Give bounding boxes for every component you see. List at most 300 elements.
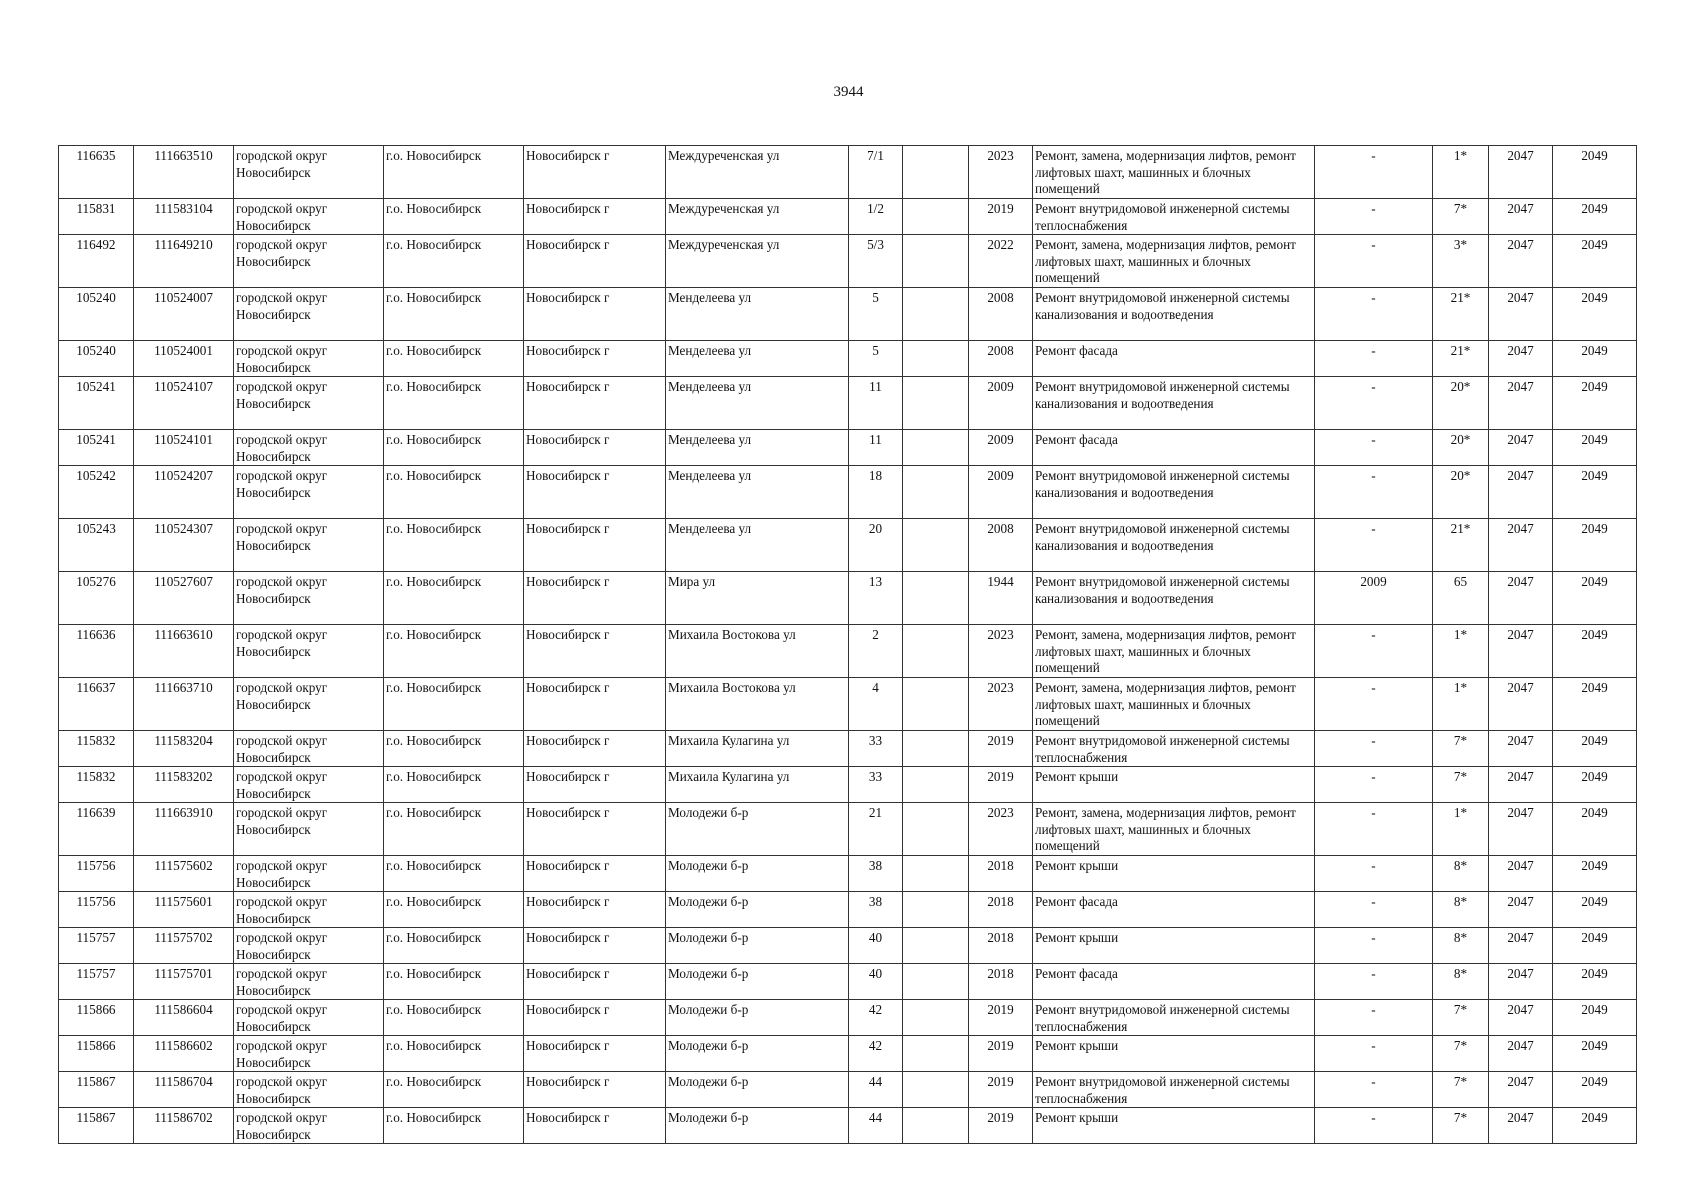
row-code: 111575601: [134, 892, 234, 928]
row-work: Ремонт внутридомовой инженерной системы канализования и водоотведения: [1033, 377, 1315, 430]
row-last-repair: -: [1315, 341, 1433, 377]
row-id: 105276: [59, 572, 134, 625]
row-plan-from: 2047: [1489, 928, 1553, 964]
row-extra: [903, 377, 969, 430]
row-street: Молодежи б-р: [666, 1000, 849, 1036]
row-plan-from: 2047: [1489, 856, 1553, 892]
row-code: 111663710: [134, 678, 234, 731]
row-age: 3*: [1433, 235, 1489, 288]
row-id: 115867: [59, 1072, 134, 1108]
row-code: 111649210: [134, 235, 234, 288]
row-code: 110524107: [134, 377, 234, 430]
row-extra: [903, 625, 969, 678]
row-work: Ремонт внутридомовой инженерной системы теплоснабжения: [1033, 1000, 1315, 1036]
row-street: Молодежи б-р: [666, 892, 849, 928]
row-street: Менделеева ул: [666, 341, 849, 377]
row-street: Менделеева ул: [666, 288, 849, 341]
row-last-repair: -: [1315, 731, 1433, 767]
row-extra: [903, 928, 969, 964]
row-code: 111586604: [134, 1000, 234, 1036]
row-last-repair: -: [1315, 146, 1433, 199]
row-code: 110524007: [134, 288, 234, 341]
row-year-built: 2019: [969, 199, 1033, 235]
row-last-repair: -: [1315, 803, 1433, 856]
row-age: 20*: [1433, 466, 1489, 519]
row-code: 111586602: [134, 1036, 234, 1072]
row-last-repair: -: [1315, 1036, 1433, 1072]
row-work: Ремонт крыши: [1033, 767, 1315, 803]
row-house: 13: [849, 572, 903, 625]
row-plan-to: 2049: [1553, 466, 1637, 519]
row-city: Новосибирск г: [524, 625, 666, 678]
row-city: Новосибирск г: [524, 288, 666, 341]
row-municipality: городской округ Новосибирск: [234, 235, 384, 288]
table-row: [59, 572, 1637, 625]
row-house: 42: [849, 1000, 903, 1036]
row-work: Ремонт, замена, модернизация лифтов, ремонт лифтовых шахт, машинных и блочных помещений: [1033, 235, 1315, 288]
row-house: 20: [849, 519, 903, 572]
row-plan-from: 2047: [1489, 964, 1553, 1000]
row-plan-from: 2047: [1489, 803, 1553, 856]
row-extra: [903, 856, 969, 892]
row-plan-to: 2049: [1553, 1072, 1637, 1108]
row-code: 110524101: [134, 430, 234, 466]
row-city: Новосибирск г: [524, 519, 666, 572]
row-street: Михаила Востокова ул: [666, 678, 849, 731]
table-row: [59, 199, 1637, 235]
row-plan-from: 2047: [1489, 519, 1553, 572]
row-id: 115756: [59, 892, 134, 928]
row-plan-from: 2047: [1489, 288, 1553, 341]
row-extra: [903, 678, 969, 731]
row-work: Ремонт фасада: [1033, 964, 1315, 1000]
row-work: Ремонт внутридомовой инженерной системы канализования и водоотведения: [1033, 466, 1315, 519]
row-year-built: 2018: [969, 856, 1033, 892]
row-district: г.о. Новосибирск: [384, 856, 524, 892]
row-street: Молодежи б-р: [666, 964, 849, 1000]
row-work: Ремонт крыши: [1033, 1036, 1315, 1072]
row-age: 7*: [1433, 1072, 1489, 1108]
row-district: г.о. Новосибирск: [384, 767, 524, 803]
table-row: [59, 430, 1637, 466]
row-work: Ремонт внутридомовой инженерной системы теплоснабжения: [1033, 1072, 1315, 1108]
row-plan-to: 2049: [1553, 1036, 1637, 1072]
table-row: [59, 928, 1637, 964]
table-row: [59, 1000, 1637, 1036]
row-street: Молодежи б-р: [666, 928, 849, 964]
row-city: Новосибирск г: [524, 928, 666, 964]
table-row: [59, 1108, 1637, 1144]
row-year-built: 2019: [969, 1108, 1033, 1144]
row-year-built: 2022: [969, 235, 1033, 288]
row-plan-to: 2049: [1553, 625, 1637, 678]
row-last-repair: -: [1315, 856, 1433, 892]
row-work: Ремонт крыши: [1033, 1108, 1315, 1144]
row-extra: [903, 767, 969, 803]
row-id: 115832: [59, 767, 134, 803]
row-id: 115866: [59, 1036, 134, 1072]
row-municipality: городской округ Новосибирск: [234, 430, 384, 466]
row-street: Молодежи б-р: [666, 1036, 849, 1072]
row-age: 8*: [1433, 964, 1489, 1000]
row-plan-from: 2047: [1489, 572, 1553, 625]
row-district: г.о. Новосибирск: [384, 803, 524, 856]
row-year-built: 2023: [969, 146, 1033, 199]
row-code: 111583104: [134, 199, 234, 235]
table-row: [59, 731, 1637, 767]
row-district: г.о. Новосибирск: [384, 146, 524, 199]
row-work: Ремонт, замена, модернизация лифтов, ремонт лифтовых шахт, машинных и блочных помещений: [1033, 146, 1315, 199]
row-house: 1/2: [849, 199, 903, 235]
row-municipality: городской округ Новосибирск: [234, 892, 384, 928]
row-extra: [903, 341, 969, 377]
table-row: [59, 1072, 1637, 1108]
row-district: г.о. Новосибирск: [384, 235, 524, 288]
row-work: Ремонт внутридомовой инженерной системы теплоснабжения: [1033, 731, 1315, 767]
row-work: Ремонт крыши: [1033, 928, 1315, 964]
row-street: Михаила Кулагина ул: [666, 731, 849, 767]
row-work: Ремонт фасада: [1033, 430, 1315, 466]
row-street: Михаила Кулагина ул: [666, 767, 849, 803]
row-code: 110524001: [134, 341, 234, 377]
table-row: [59, 678, 1637, 731]
row-age: 7*: [1433, 731, 1489, 767]
row-id: 105241: [59, 377, 134, 430]
row-code: 111583204: [134, 731, 234, 767]
row-municipality: городской округ Новосибирск: [234, 288, 384, 341]
table-row: [59, 767, 1637, 803]
row-year-built: 2019: [969, 1036, 1033, 1072]
row-plan-from: 2047: [1489, 678, 1553, 731]
row-municipality: городской округ Новосибирск: [234, 1000, 384, 1036]
row-id: 115756: [59, 856, 134, 892]
row-street: Молодежи б-р: [666, 856, 849, 892]
row-district: г.о. Новосибирск: [384, 377, 524, 430]
row-work: Ремонт, замена, модернизация лифтов, ремонт лифтовых шахт, машинных и блочных помещений: [1033, 803, 1315, 856]
row-district: г.о. Новосибирск: [384, 1108, 524, 1144]
table-row: [59, 892, 1637, 928]
row-city: Новосибирск г: [524, 803, 666, 856]
table-body: [59, 146, 1637, 1144]
row-year-built: 2023: [969, 678, 1033, 731]
row-age: 7*: [1433, 1108, 1489, 1144]
row-city: Новосибирск г: [524, 964, 666, 1000]
row-district: г.о. Новосибирск: [384, 572, 524, 625]
row-municipality: городской округ Новосибирск: [234, 341, 384, 377]
row-id: 115832: [59, 731, 134, 767]
row-year-built: 2023: [969, 803, 1033, 856]
row-id: 105240: [59, 288, 134, 341]
row-work: Ремонт внутридомовой инженерной системы канализования и водоотведения: [1033, 572, 1315, 625]
row-house: 44: [849, 1108, 903, 1144]
row-street: Междуреченская ул: [666, 199, 849, 235]
row-work: Ремонт внутридомовой инженерной системы канализования и водоотведения: [1033, 288, 1315, 341]
row-plan-to: 2049: [1553, 235, 1637, 288]
row-city: Новосибирск г: [524, 146, 666, 199]
row-code: 111663510: [134, 146, 234, 199]
row-plan-to: 2049: [1553, 856, 1637, 892]
row-plan-from: 2047: [1489, 466, 1553, 519]
row-work: Ремонт, замена, модернизация лифтов, ремонт лифтовых шахт, машинных и блочных помещений: [1033, 678, 1315, 731]
row-work: Ремонт, замена, модернизация лифтов, ремонт лифтовых шахт, машинных и блочных помещений: [1033, 625, 1315, 678]
row-last-repair: -: [1315, 928, 1433, 964]
row-last-repair: -: [1315, 199, 1433, 235]
row-year-built: 2018: [969, 928, 1033, 964]
row-year-built: 2008: [969, 341, 1033, 377]
row-code: 110524307: [134, 519, 234, 572]
row-house: 40: [849, 964, 903, 1000]
row-last-repair: -: [1315, 377, 1433, 430]
row-district: г.о. Новосибирск: [384, 1072, 524, 1108]
row-city: Новосибирск г: [524, 892, 666, 928]
row-work: Ремонт внутридомовой инженерной системы канализования и водоотведения: [1033, 519, 1315, 572]
row-district: г.о. Новосибирск: [384, 430, 524, 466]
row-house: 40: [849, 928, 903, 964]
row-extra: [903, 199, 969, 235]
row-street: Междуреченская ул: [666, 146, 849, 199]
row-plan-to: 2049: [1553, 341, 1637, 377]
row-last-repair: -: [1315, 519, 1433, 572]
row-city: Новосибирск г: [524, 767, 666, 803]
row-extra: [903, 731, 969, 767]
row-code: 111663910: [134, 803, 234, 856]
row-extra: [903, 572, 969, 625]
row-id: 105241: [59, 430, 134, 466]
row-extra: [903, 519, 969, 572]
row-municipality: городской округ Новосибирск: [234, 731, 384, 767]
row-year-built: 2008: [969, 288, 1033, 341]
row-plan-from: 2047: [1489, 430, 1553, 466]
row-house: 7/1: [849, 146, 903, 199]
table-row: [59, 1036, 1637, 1072]
row-district: г.о. Новосибирск: [384, 928, 524, 964]
row-house: 5: [849, 288, 903, 341]
row-year-built: 2009: [969, 466, 1033, 519]
row-id: 105240: [59, 341, 134, 377]
row-district: г.о. Новосибирск: [384, 625, 524, 678]
row-age: 7*: [1433, 767, 1489, 803]
table-row: [59, 341, 1637, 377]
row-last-repair: 2009: [1315, 572, 1433, 625]
row-municipality: городской округ Новосибирск: [234, 856, 384, 892]
row-id: 105243: [59, 519, 134, 572]
row-municipality: городской округ Новосибирск: [234, 1108, 384, 1144]
row-plan-to: 2049: [1553, 1108, 1637, 1144]
row-plan-to: 2049: [1553, 767, 1637, 803]
row-year-built: 2008: [969, 519, 1033, 572]
row-street: Мира ул: [666, 572, 849, 625]
row-house: 5: [849, 341, 903, 377]
row-extra: [903, 1036, 969, 1072]
row-city: Новосибирск г: [524, 377, 666, 430]
row-street: Молодежи б-р: [666, 1108, 849, 1144]
row-code: 110524207: [134, 466, 234, 519]
row-district: г.о. Новосибирск: [384, 964, 524, 1000]
row-age: 7*: [1433, 1036, 1489, 1072]
row-year-built: 2019: [969, 1000, 1033, 1036]
table-row: [59, 288, 1637, 341]
row-street: Менделеева ул: [666, 430, 849, 466]
row-plan-from: 2047: [1489, 1072, 1553, 1108]
table-row: [59, 235, 1637, 288]
row-last-repair: -: [1315, 678, 1433, 731]
row-id: 115757: [59, 964, 134, 1000]
row-city: Новосибирск г: [524, 199, 666, 235]
row-age: 1*: [1433, 678, 1489, 731]
registry-table: [58, 145, 1637, 1144]
row-municipality: городской округ Новосибирск: [234, 803, 384, 856]
row-year-built: 2019: [969, 767, 1033, 803]
row-street: Менделеева ул: [666, 377, 849, 430]
row-extra: [903, 1000, 969, 1036]
row-municipality: городской округ Новосибирск: [234, 928, 384, 964]
row-work: Ремонт крыши: [1033, 856, 1315, 892]
row-district: г.о. Новосибирск: [384, 678, 524, 731]
row-street: Молодежи б-р: [666, 803, 849, 856]
table-row: [59, 856, 1637, 892]
row-last-repair: -: [1315, 625, 1433, 678]
row-district: г.о. Новосибирск: [384, 731, 524, 767]
row-district: г.о. Новосибирск: [384, 519, 524, 572]
row-plan-to: 2049: [1553, 731, 1637, 767]
row-city: Новосибирск г: [524, 678, 666, 731]
row-extra: [903, 466, 969, 519]
row-last-repair: -: [1315, 430, 1433, 466]
row-house: 44: [849, 1072, 903, 1108]
row-street: Междуреченская ул: [666, 235, 849, 288]
row-last-repair: -: [1315, 1000, 1433, 1036]
row-extra: [903, 146, 969, 199]
row-id: 116637: [59, 678, 134, 731]
row-extra: [903, 1108, 969, 1144]
row-house: 2: [849, 625, 903, 678]
row-district: г.о. Новосибирск: [384, 1000, 524, 1036]
row-year-built: 2019: [969, 731, 1033, 767]
row-house: 42: [849, 1036, 903, 1072]
row-street: Михаила Востокова ул: [666, 625, 849, 678]
page-number: 3944: [833, 84, 864, 100]
row-city: Новосибирск г: [524, 466, 666, 519]
row-city: Новосибирск г: [524, 572, 666, 625]
row-extra: [903, 430, 969, 466]
row-year-built: 2009: [969, 430, 1033, 466]
row-plan-to: 2049: [1553, 146, 1637, 199]
row-year-built: 1944: [969, 572, 1033, 625]
row-last-repair: -: [1315, 466, 1433, 519]
row-city: Новосибирск г: [524, 430, 666, 466]
row-plan-from: 2047: [1489, 731, 1553, 767]
row-id: 115866: [59, 1000, 134, 1036]
row-age: 8*: [1433, 892, 1489, 928]
row-age: 1*: [1433, 803, 1489, 856]
row-street: Менделеева ул: [666, 466, 849, 519]
row-municipality: городской округ Новосибирск: [234, 1072, 384, 1108]
row-last-repair: -: [1315, 288, 1433, 341]
row-city: Новосибирск г: [524, 235, 666, 288]
row-municipality: городской округ Новосибирск: [234, 572, 384, 625]
row-plan-from: 2047: [1489, 199, 1553, 235]
row-extra: [903, 964, 969, 1000]
row-plan-to: 2049: [1553, 572, 1637, 625]
row-street: Молодежи б-р: [666, 1072, 849, 1108]
row-district: г.о. Новосибирск: [384, 466, 524, 519]
row-id: 116639: [59, 803, 134, 856]
row-house: 11: [849, 377, 903, 430]
table-row: [59, 803, 1637, 856]
row-id: 115831: [59, 199, 134, 235]
row-id: 115867: [59, 1108, 134, 1144]
row-extra: [903, 892, 969, 928]
row-street: Менделеева ул: [666, 519, 849, 572]
row-age: 7*: [1433, 199, 1489, 235]
row-age: 65: [1433, 572, 1489, 625]
table-row: [59, 146, 1637, 199]
row-plan-from: 2047: [1489, 625, 1553, 678]
row-extra: [903, 1072, 969, 1108]
row-last-repair: -: [1315, 964, 1433, 1000]
row-age: 20*: [1433, 430, 1489, 466]
table-row: [59, 377, 1637, 430]
row-plan-to: 2049: [1553, 377, 1637, 430]
row-work: Ремонт фасада: [1033, 892, 1315, 928]
row-code: 111575602: [134, 856, 234, 892]
row-plan-from: 2047: [1489, 1108, 1553, 1144]
row-municipality: городской округ Новосибирск: [234, 678, 384, 731]
row-age: 21*: [1433, 341, 1489, 377]
row-id: 116635: [59, 146, 134, 199]
row-plan-to: 2049: [1553, 803, 1637, 856]
row-city: Новосибирск г: [524, 1000, 666, 1036]
row-city: Новосибирск г: [524, 731, 666, 767]
row-house: 11: [849, 430, 903, 466]
row-plan-to: 2049: [1553, 1000, 1637, 1036]
row-house: 38: [849, 856, 903, 892]
table-row: [59, 964, 1637, 1000]
table-row: [59, 466, 1637, 519]
row-house: 38: [849, 892, 903, 928]
row-code: 111663610: [134, 625, 234, 678]
row-plan-from: 2047: [1489, 146, 1553, 199]
row-id: 105242: [59, 466, 134, 519]
row-age: 20*: [1433, 377, 1489, 430]
row-year-built: 2018: [969, 892, 1033, 928]
row-plan-to: 2049: [1553, 678, 1637, 731]
row-age: 8*: [1433, 856, 1489, 892]
row-plan-from: 2047: [1489, 767, 1553, 803]
row-district: г.о. Новосибирск: [384, 1036, 524, 1072]
row-municipality: городской округ Новосибирск: [234, 964, 384, 1000]
row-municipality: городской округ Новосибирск: [234, 1036, 384, 1072]
row-municipality: городской округ Новосибирск: [234, 625, 384, 678]
row-house: 33: [849, 731, 903, 767]
table-row: [59, 625, 1637, 678]
row-last-repair: -: [1315, 1072, 1433, 1108]
row-house: 5/3: [849, 235, 903, 288]
row-district: г.о. Новосибирск: [384, 199, 524, 235]
row-code: 111586704: [134, 1072, 234, 1108]
row-plan-to: 2049: [1553, 892, 1637, 928]
row-district: г.о. Новосибирск: [384, 892, 524, 928]
row-municipality: городской округ Новосибирск: [234, 466, 384, 519]
row-municipality: городской округ Новосибирск: [234, 199, 384, 235]
row-plan-to: 2049: [1553, 928, 1637, 964]
row-code: 110527607: [134, 572, 234, 625]
row-municipality: городской округ Новосибирск: [234, 519, 384, 572]
row-district: г.о. Новосибирск: [384, 288, 524, 341]
row-year-built: 2019: [969, 1072, 1033, 1108]
row-plan-to: 2049: [1553, 964, 1637, 1000]
row-age: 7*: [1433, 1000, 1489, 1036]
